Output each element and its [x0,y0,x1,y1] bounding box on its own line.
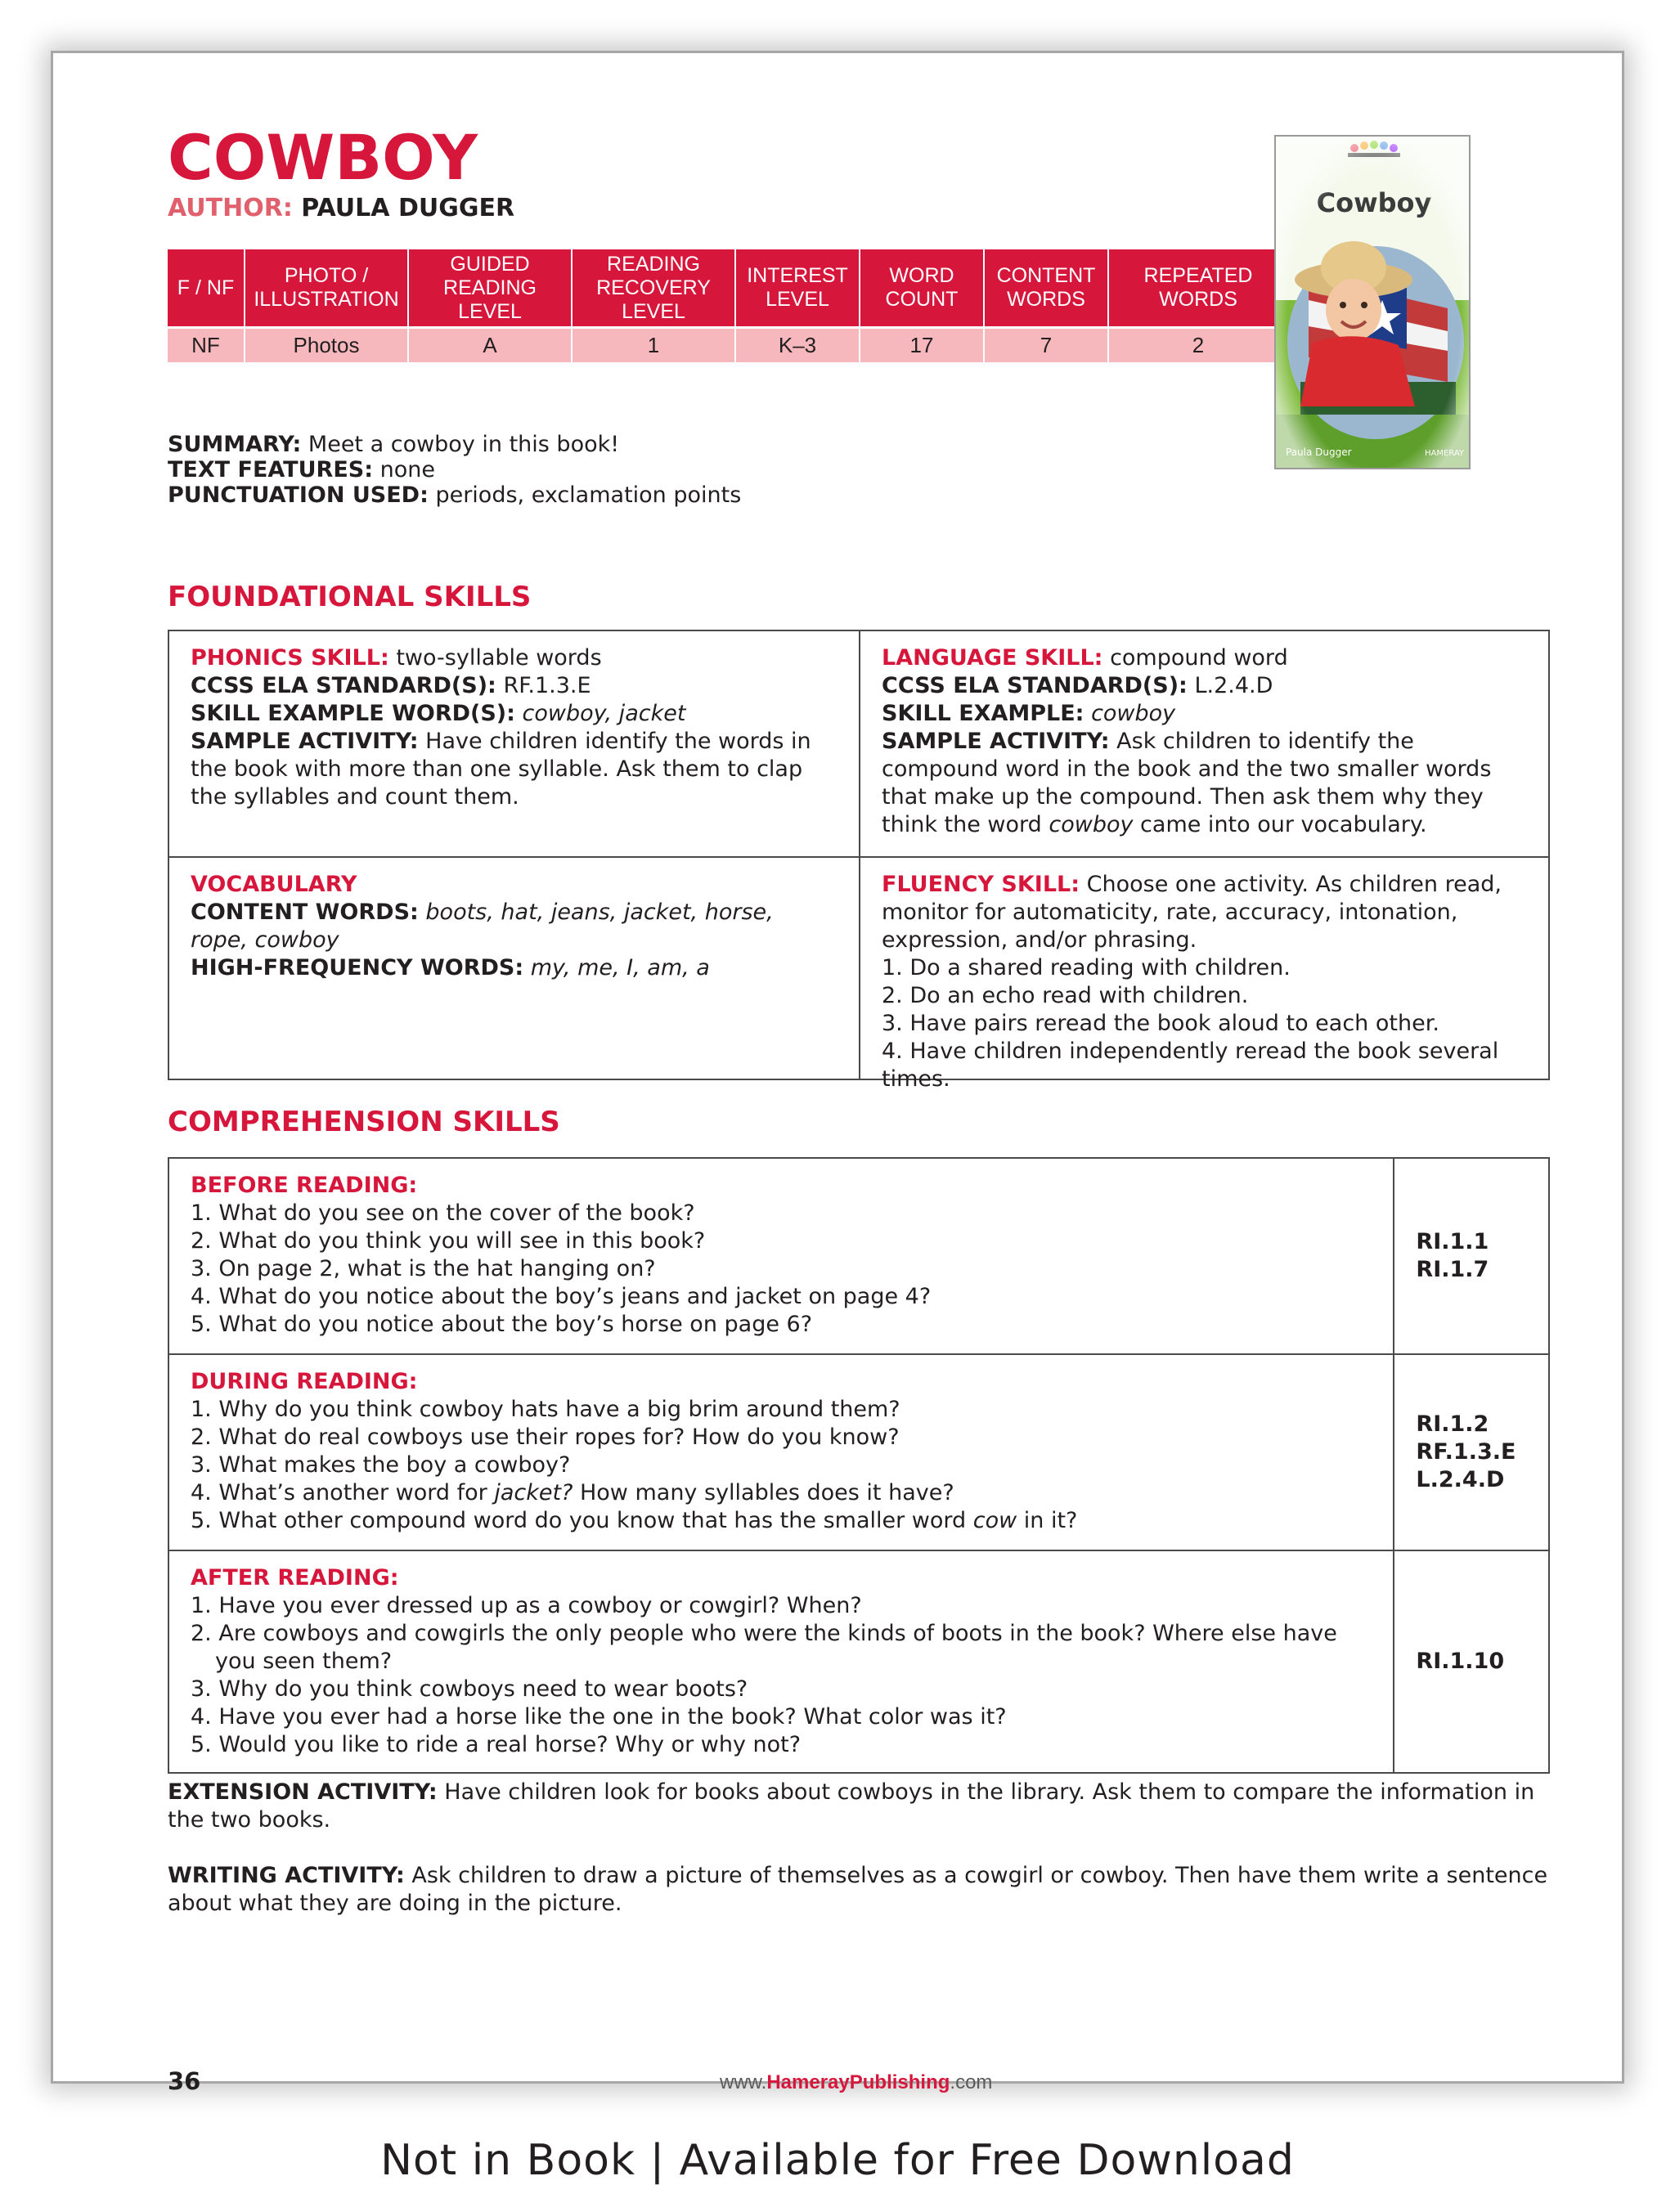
before-reading-row [169,1159,1548,1353]
header-interest-level: INTEREST LEVEL [735,249,860,328]
header-fnf: F / NF [168,249,245,328]
language-text: compound word [1102,645,1288,671]
language-cell [859,631,1548,856]
text-features-line [168,457,1264,482]
summary-label: SUMMARY: [168,432,302,457]
content-words-text: boots, hat, jeans, jacket, horse, rope, cowboy [191,900,774,953]
high-frequency-text: my, me, I, am, a [523,955,710,980]
value-content-words: 7 [984,328,1108,362]
item5-text-b: in it? [1017,1508,1078,1533]
phonics-standard-label: CCSS ELA STANDARD(S): [191,673,496,698]
value-repeated-words: 2 [1108,328,1288,362]
language-activity-word: cowboy [1049,812,1134,837]
during-reading-label: DURING READING: [191,1369,418,1394]
during-reading-standards [1393,1355,1548,1550]
list-item [191,1479,1372,1507]
phonics-cell [169,631,859,856]
site-brand: HamerayPublishing [766,2071,950,2093]
list-item: 1. Have you ever dressed up as a cowboy or cowgirl? When? [191,1593,862,1618]
standard-code: RI.1.1 [1416,1229,1489,1254]
info-value-row [168,328,1288,362]
item4-text-b: How many syllables does it have? [573,1480,954,1505]
author-label: AUTHOR: [168,194,293,222]
phonics-text: two-syllable words [388,645,602,671]
extension-activity [168,1779,1558,1834]
during-reading-questions [169,1355,1393,1550]
author-name: PAULA DUGGER [301,194,515,222]
phonics-label: PHONICS SKILL: [191,645,389,671]
summary-line [168,432,1264,457]
language-example-label: SKILL EXAMPLE: [882,701,1084,726]
content-words-label: CONTENT WORDS: [191,900,419,925]
standard-code: L.2.4.D [1416,1467,1505,1492]
list-item: 1. Do a shared reading with children. [882,955,1291,980]
after-reading-questions [169,1551,1393,1772]
book-page [51,51,1624,2095]
item5-text-a: 5. What other compound word do you know that has the smaller word [191,1508,973,1533]
language-activity-label: SAMPLE ACTIVITY: [882,729,1110,754]
after-reading-standards [1393,1551,1548,1772]
value-photo-illustration: Photos [245,328,408,362]
site-suffix: .com [950,2071,993,2093]
list-item: 2. Are cowboys and cowgirls the only people who were the kinds of boots in the book? Where else have you seen them? [191,1621,1337,1674]
author-line [168,196,514,221]
list-item: 3. Why do you think cowboys need to wear boots? [191,1676,748,1702]
standard-code: RI.1.7 [1416,1257,1489,1282]
site-prefix: www. [720,2071,767,2093]
list-item: 2. Do an echo read with children. [882,983,1249,1008]
cover-art [1276,137,1471,469]
value-fnf: NF [168,328,245,362]
standard-code: RF.1.3.E [1416,1439,1516,1465]
list-item: 2. What do real cowboys use their ropes for? How do you know? [191,1425,900,1450]
phonics-standard-text: RF.1.3.E [496,673,591,698]
writing-activity [168,1862,1558,1918]
value-guided-reading-level: A [408,328,572,362]
foundational-row [169,856,1548,1092]
after-reading-row [169,1550,1548,1772]
header-word-count: WORD COUNT [860,249,984,328]
text-features-label: TEXT FEATURES: [168,457,374,482]
writing-text: Ask children to draw a picture of themselves as a cowgirl or cowboy. Then have them write a sentence about what they are doing in the picture. [168,1863,1548,1916]
after-reading-label: AFTER READING: [191,1565,399,1591]
header-repeated-words: REPEATED WORDS [1108,249,1288,328]
header-reading-recovery-level: READING RECOVERY LEVEL [572,249,735,328]
list-item: 4. Have children independently reread the book several times. [882,1039,1499,1092]
summary-block [168,432,1264,508]
publisher-website[interactable] [720,2071,992,2094]
language-activity-text-2: came into our vocabulary. [1133,812,1427,837]
punctuation-text: periods, exclamation points [428,482,742,508]
language-example-text: cowboy [1084,701,1176,726]
header-guided-reading-level: GUIDED READING LEVEL [408,249,572,328]
punctuation-label: PUNCTUATION USED: [168,482,429,508]
language-standard-label: CCSS ELA STANDARD(S): [882,673,1188,698]
extension-label: EXTENSION ACTIVITY: [168,1779,438,1805]
summary-text: Meet a cowboy in this book! [301,432,620,457]
foundational-row [169,631,1548,856]
book-cover-image [1274,135,1471,469]
before-reading-standards [1393,1159,1548,1353]
value-reading-recovery-level: 1 [572,328,735,362]
info-header-row [168,249,1288,328]
comprehension-skills-heading: COMPREHENSION SKILLS [168,1106,560,1138]
high-frequency-label: HIGH-FREQUENCY WORDS: [191,955,524,980]
writing-label: WRITING ACTIVITY: [168,1863,405,1888]
fluency-label: FLUENCY SKILL: [882,872,1080,897]
fluency-text: Choose one activity. As children read, monitor for automaticity, rate, accuracy, intonation, expression, and/or phrasing. [882,872,1502,953]
item4-word: jacket? [494,1480,573,1505]
comprehension-skills-table [168,1157,1550,1774]
list-item: 5. What do you notice about the boy’s horse on page 6? [191,1312,813,1337]
list-item: 1. What do you see on the cover of the book? [191,1200,695,1226]
phonics-example-label: SKILL EXAMPLE WORD(S): [191,701,515,726]
vocabulary-cell [169,858,859,1079]
item5-word: cow [972,1508,1017,1533]
language-label: LANGUAGE SKILL: [882,645,1103,671]
list-item: 3. On page 2, what is the hat hanging on? [191,1256,656,1281]
item4-text-a: 4. What’s another word for [191,1480,495,1505]
foundational-skills-table [168,630,1550,1092]
page-title: COWBOY [168,121,478,194]
list-item: 5. Would you like to ride a real horse? Why or why not? [191,1732,802,1757]
phonics-activity-text: Have children identify the words in the book with more than one syllable. Ask them to clap the syllables and count them. [191,729,811,810]
download-banner: Not in Book | Available for Free Download [380,2136,1295,2185]
list-item [191,1507,1372,1535]
punctuation-line [168,482,1264,508]
value-word-count: 17 [860,328,984,362]
list-item: 4. Have you ever had a horse like the one in the book? What color was it? [191,1704,1007,1730]
list-item: 4. What do you notice about the boy’s jeans and jacket on page 4? [191,1284,932,1309]
extension-text: Have children look for books about cowboys in the library. Ask them to compare the information in the two books. [168,1779,1535,1833]
fluency-cell [859,858,1548,1092]
standard-code: RI.1.10 [1416,1649,1505,1674]
phonics-activity-label: SAMPLE ACTIVITY: [191,729,419,754]
header-content-words: CONTENT WORDS [984,249,1108,328]
list-item: 3. What makes the boy a cowboy? [191,1452,571,1478]
during-reading-row [169,1353,1548,1550]
language-activity-text-1: Ask children to identify the compound word in the book and the two smaller words that make up the compound. Then ask them why they think the word [882,729,1492,837]
text-features-text: none [373,457,435,482]
standard-code: RI.1.2 [1416,1411,1489,1437]
before-reading-questions [169,1159,1393,1353]
language-standard-text: L.2.4.D [1187,673,1273,698]
book-info-table [168,249,1289,362]
list-item: 3. Have pairs reread the book aloud to each other. [882,1011,1439,1036]
list-item: 1. Why do you think cowboy hats have a big brim around them? [191,1397,900,1422]
page-number: 36 [168,2067,201,2095]
phonics-example-text: cowboy, jacket [514,701,686,726]
list-item: 2. What do you think you will see in this book? [191,1228,706,1254]
before-reading-label: BEFORE READING: [191,1173,418,1198]
foundational-skills-heading: FOUNDATIONAL SKILLS [168,581,532,613]
value-interest-level: K–3 [735,328,860,362]
vocabulary-label: VOCABULARY [191,872,357,897]
header-photo-illustration: PHOTO / ILLUSTRATION [245,249,408,328]
